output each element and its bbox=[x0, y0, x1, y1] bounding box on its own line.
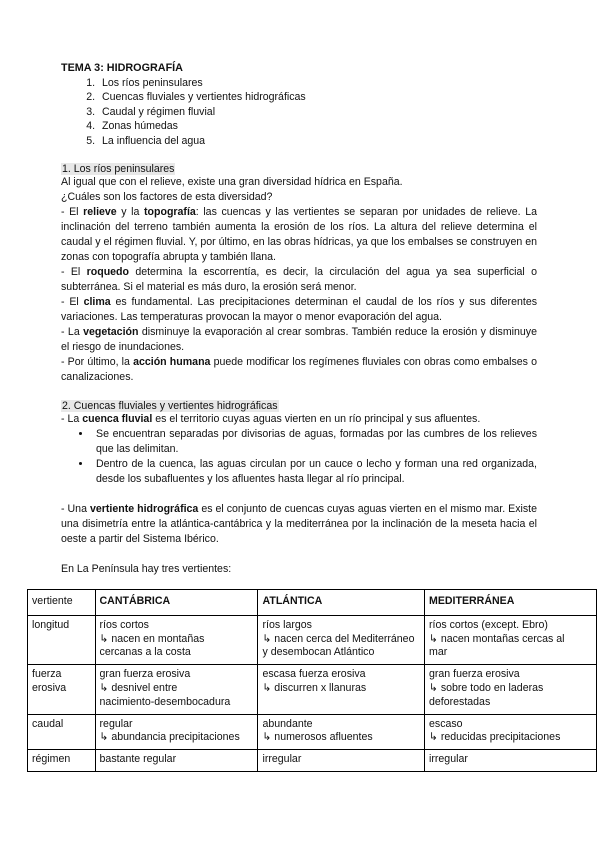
table-row bbox=[28, 615, 597, 664]
section-1-heading: 1. Los ríos peninsulares bbox=[62, 163, 175, 176]
section-1-intro: Al igual que con el relieve, existe una gran diversidad hídrica en España. bbox=[61, 176, 403, 189]
row-label: caudal bbox=[28, 714, 96, 750]
factor-accion-humana: - Por último, la acción humana puede modificar los regímenes fluviales con obras como embalses o canalizaciones. bbox=[61, 356, 538, 384]
toc-item: 4. Zonas húmedas bbox=[98, 119, 537, 133]
table-header-cell: vertiente bbox=[28, 590, 96, 616]
cuenca-bullets bbox=[61, 427, 537, 487]
table-cell: ríos cortos (except. Ebro) ↳ nacen montañas cercas al mar bbox=[425, 615, 597, 664]
table-cell: ríos cortos ↳ nacen en montañas cercanas a la costa bbox=[95, 615, 258, 664]
table-header-row bbox=[28, 590, 597, 616]
table-row bbox=[28, 750, 597, 772]
table-cell: escasa fuerza erosiva ↳ discurren x llanuras bbox=[258, 665, 425, 714]
table-cell: irregular bbox=[258, 750, 425, 772]
list-item: • Dentro de la cuenca, las aguas circulan por un cauce o lecho y forman una red organizada, desde los subafluentes y los afluentes hasta llegar al río principal. bbox=[92, 457, 537, 487]
cuenca-fluvial-definition: - La cuenca fluvial es el territorio cuyas aguas vierten en un río principal y sus afluentes. bbox=[61, 413, 481, 426]
table-row bbox=[28, 665, 597, 714]
row-label: régimen bbox=[28, 750, 96, 772]
factor-clima: - El clima es fundamental. Las precipitaciones determinan el caudal de los ríos y sus diferentes variaciones. Las temperaturas provocan la mayor o menor evaporación del agua. bbox=[61, 296, 538, 324]
table-cell: abundante ↳ numerosos afluentes bbox=[258, 714, 425, 750]
table-cell: gran fuerza erosiva ↳ desnivel entre nacimiento-desembocadura bbox=[95, 665, 258, 714]
toc-item: 1. Los ríos peninsulares bbox=[98, 76, 537, 90]
document-title: TEMA 3: HIDROGRAFÍA bbox=[61, 62, 183, 74]
row-label: fuerza erosiva bbox=[28, 665, 96, 714]
table-cell: ríos largos ↳ nacen cerca del Mediterráneo y desembocan Atlántico bbox=[258, 615, 425, 664]
table-header-cell: MEDITERRÁNEA bbox=[425, 590, 597, 616]
three-vertientes-text: En La Península hay tres vertientes: bbox=[61, 563, 232, 576]
section-2-heading: 2. Cuencas fluviales y vertientes hidrográficas bbox=[62, 400, 278, 413]
table-cell: bastante regular bbox=[95, 750, 258, 772]
toc-item: 3. Caudal y régimen fluvial bbox=[98, 105, 537, 119]
toc-item: 2. Cuencas fluviales y vertientes hidrográficas bbox=[98, 90, 537, 104]
table-of-contents bbox=[61, 76, 537, 148]
table-cell: gran fuerza erosiva ↳ sobre todo en laderas deforestadas bbox=[425, 665, 597, 714]
table-cell: irregular bbox=[425, 750, 597, 772]
row-label: longitud bbox=[28, 615, 96, 664]
table-header-cell: ATLÁNTICA bbox=[258, 590, 425, 616]
table-cell: escaso ↳ reducidas precipitaciones bbox=[425, 714, 597, 750]
vertientes-table bbox=[27, 589, 597, 772]
table-cell: regular ↳ abundancia precipitaciones bbox=[95, 714, 258, 750]
document-page bbox=[61, 62, 537, 577]
factor-roquedo: - El roquedo determina la escorrentía, es decir, la circulación del agua ya sea superficial o subterránea. Si el material es más duro, la erosión será menor. bbox=[61, 266, 537, 294]
table-row bbox=[28, 714, 597, 750]
table-header-cell: CANTÁBRICA bbox=[95, 590, 258, 616]
factor-vegetacion: - La vegetación disminuye la evaporación al crear sombras. También reduce la erosión y disminuye el riesgo de inundaciones. bbox=[61, 326, 537, 354]
toc-item: 5. La influencia del agua bbox=[98, 134, 537, 148]
factor-relieve: - El relieve y la topografía: las cuencas y las vertientes se separan por unidades de relieve. La inclinación del terreno también aumenta la erosión de los ríos. La altura del relieve determina el caudal y el régimen fluvial. Y, por último, en las obras hídricas, ya que los embalses se construyen en zonas con topografía abrupta y también llana. bbox=[61, 206, 537, 264]
vertiente-definition: - Una vertiente hidrográfica es el conjunto de cuencas cuyas aguas vierten en el mismo mar. Existe una disimetría entre la atlántica-cantábrica y la mediterránea por la inclinación de la meseta hacia el oeste a partir del Sistema Ibérico. bbox=[61, 503, 537, 546]
section-1-question: ¿Cuáles son los factores de esta diversidad? bbox=[61, 191, 273, 204]
list-item: • Se encuentran separadas por divisorias de aguas, formadas por las cumbres de los relieves que las delimitan. bbox=[92, 427, 537, 457]
